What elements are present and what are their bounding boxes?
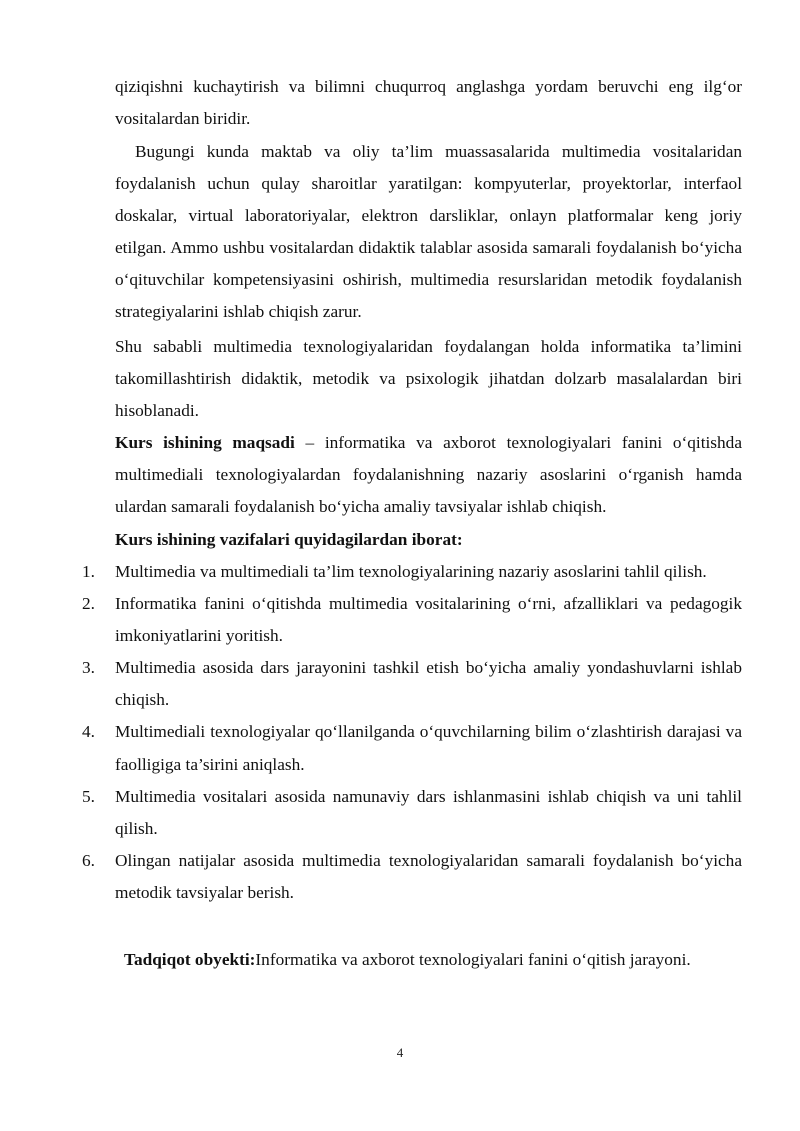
list-item-text: Informatika fanini o‘qitishda multimedia vositalarining o‘rni, afzalliklari va pedagogik imkoniyatlarini yoritish. (115, 594, 742, 646)
list-item-text: Multimediali texnologiyalar qo‘llanilganda o‘quvchilarning bilim o‘zlashtirish darajasi va faolligiga ta’sirini aniqlash. (115, 722, 742, 774)
paragraph-relevance: Shu sababli multimedia texnologiyalaridan foydalangan holda informatika ta’limini takomillashtirish didaktik, metodik va psixologik jihatdan dolzarb masalalardan biri hisoblanadi. (115, 337, 742, 421)
paragraph-conditions: Bugungi kunda maktab va oliy ta’lim muassasalarida multimedia vositalaridan foydalanish uchun qulay sharoitlar yaratilgan: kompyuterlar, proyektorlar, interfaol doskalar, virtual laboratoriyalar, elektron darsliklar, onlayn platformalar keng joriy etilgan. Ammo ushbu vositalardan didaktik talablar asosida samarali foydalanish bo‘yicha o‘qituvchilar kompetensiyasini oshirish, multimedia resurslaridan metodik foydalanish strategiyalarini ishlab chiqish zarur. (115, 142, 742, 322)
object-label: Tadqiqot obyekti: (124, 950, 256, 969)
list-item-number: 4. (82, 722, 95, 742)
paragraph-research-object (118, 944, 742, 976)
list-item (82, 588, 742, 652)
list-item-number: 3. (82, 658, 95, 678)
list-item-number: 1. (82, 562, 95, 581)
list-item (82, 556, 742, 588)
tasks-heading-text: Kurs ishining vazifalari quyidagilardan iborat: (115, 530, 463, 549)
goal-label: Kurs ishining maqsadi (115, 433, 295, 452)
tasks-list (82, 556, 742, 909)
paragraph-goal (115, 427, 742, 523)
list-item-text: Multimedia asosida dars jarayonini tashkil etish bo‘yicha amaliy yondashuvlarni ishlab chiqish. (115, 658, 742, 710)
list-item-number: 2. (82, 594, 95, 614)
list-item-text: Multimedia va multimediali ta’lim texnologiyalarining nazariy asoslarini tahlil qilish. (115, 562, 707, 581)
object-text: Informatika va axborot texnologiyalari fanini o‘qitish jarayoni. (255, 950, 691, 969)
list-item (82, 781, 742, 845)
list-item (82, 716, 742, 780)
page-number: 4 (396, 1045, 404, 1060)
list-item-number: 6. (82, 850, 95, 870)
list-item (82, 652, 742, 716)
tasks-heading (115, 524, 742, 556)
goal-text: – informatika va axborot texnologiyalari fanini o‘qitishda multimediali texnologiyalardan foydalanishning nazariy asoslarini o‘rganish hamda ulardan samarali foydalanish bo‘yicha amaliy tavsiyalar ishlab chiqish. (115, 433, 742, 517)
list-item-text: Multimedia vositalari asosida namunaviy dars ishlanmasini ishlab chiqish va uni tahlil qilish. (115, 786, 742, 838)
list-item (82, 845, 742, 909)
list-item-text: Olingan natijalar asosida multimedia texnologiyalaridan samarali foydalanish bo‘yicha metodik tavsiyalar berish. (115, 850, 742, 902)
list-item-number: 5. (82, 786, 95, 806)
paragraph-intro-continuation: qiziqishni kuchaytirish va bilimni chuqurroq anglashga yordam beruvchi eng ilg‘or vositalardan biridir. (115, 77, 742, 129)
